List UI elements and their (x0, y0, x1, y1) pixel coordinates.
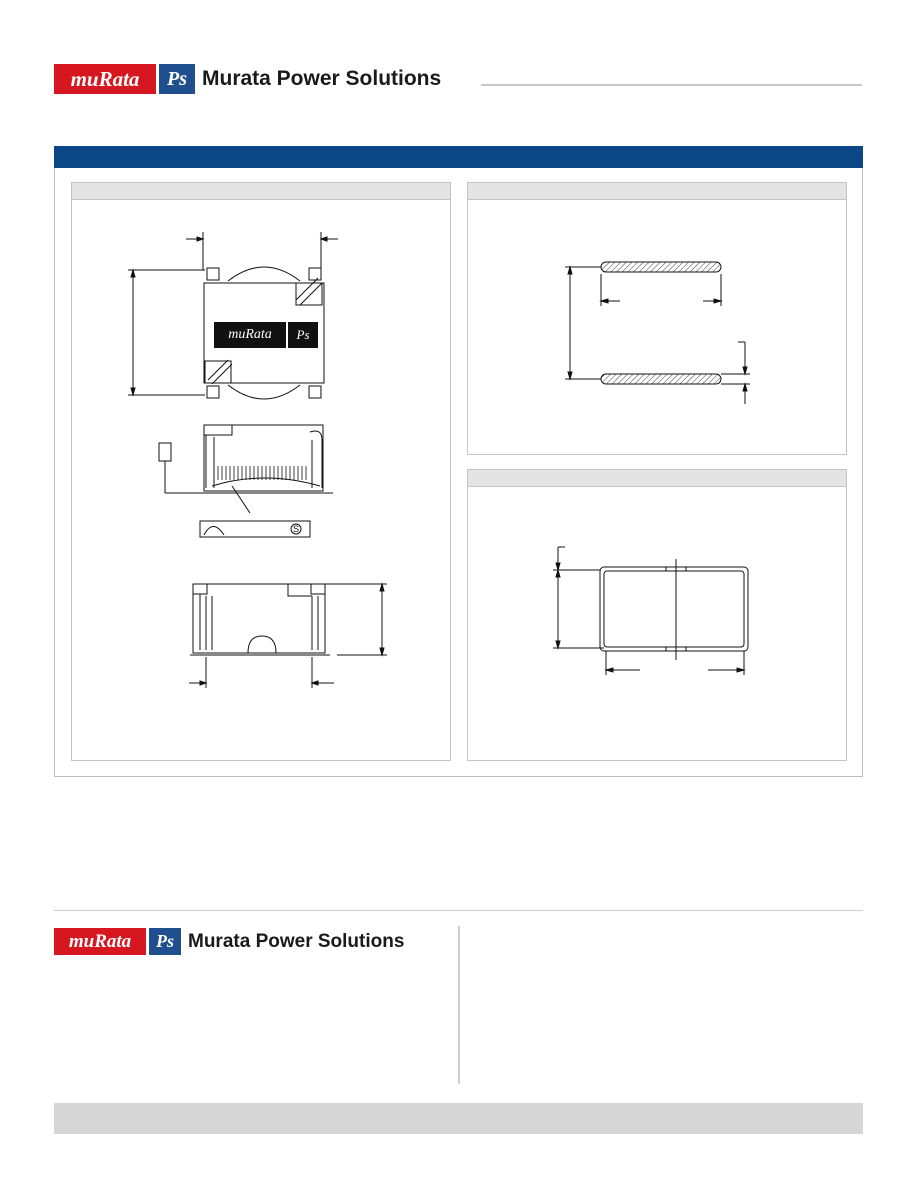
power-solutions-logo-mark: Ps (159, 64, 195, 94)
murata-logo-mark: muRata (54, 64, 156, 94)
pad-letter: S (292, 524, 299, 534)
power-solutions-logo-mark: Ps (149, 928, 181, 955)
footer-logo (54, 928, 404, 955)
murata-logo-mark: muRata (54, 928, 146, 955)
footer-divider (458, 926, 460, 1084)
marking-ps: Ps (288, 322, 318, 348)
footer-band (54, 1103, 863, 1134)
company-name: Murata Power Solutions (188, 930, 405, 952)
footer-rule (54, 910, 863, 911)
marking-brand: muRata (214, 322, 286, 348)
company-name: Murata Power Solutions (202, 67, 442, 90)
